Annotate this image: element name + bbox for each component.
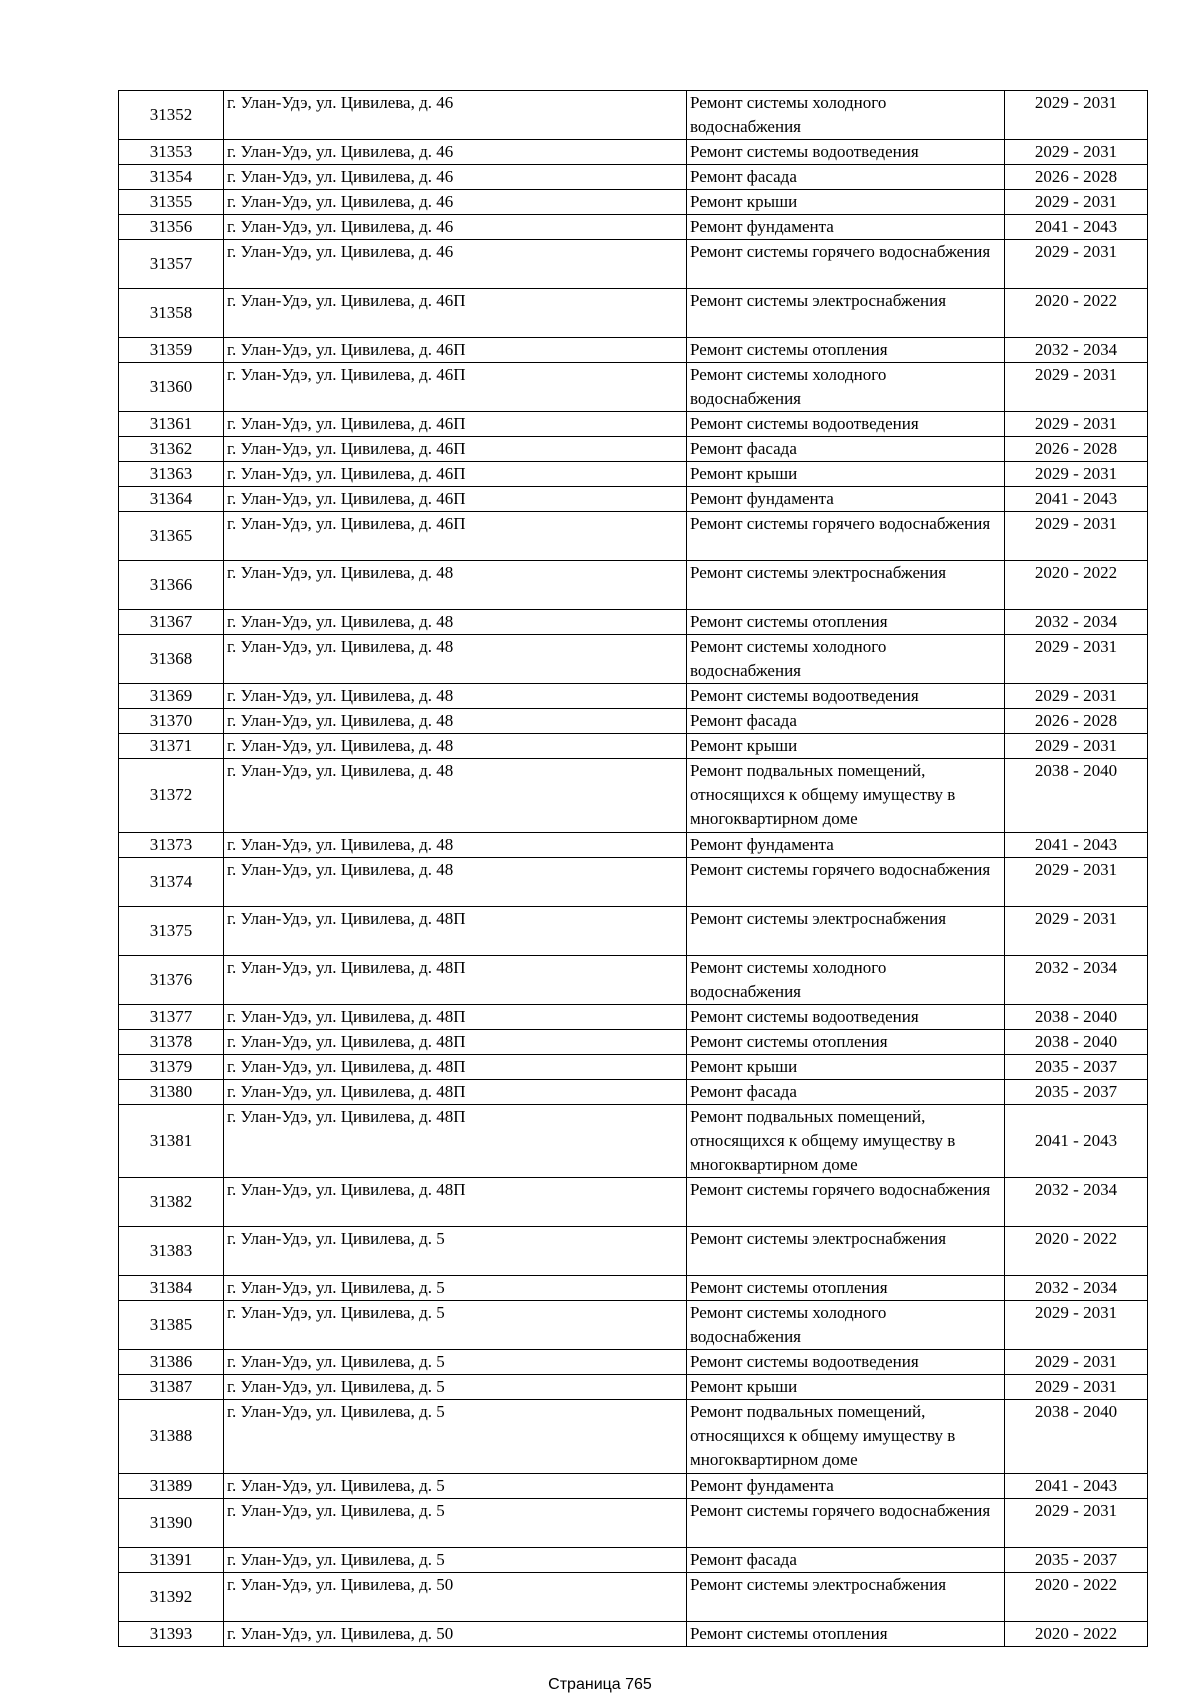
table-row	[119, 857, 1148, 906]
period-cell: 2029 - 2031	[1005, 1375, 1148, 1400]
row-number-cell: 31378	[119, 1029, 224, 1054]
row-number-cell: 31360	[119, 363, 224, 412]
period-cell: 2041 - 2043	[1005, 1473, 1148, 1498]
work-type-cell: Ремонт подвальных помещений, относящихся к общему имуществу в многоквартирном доме	[687, 1104, 1005, 1178]
table-row	[119, 1227, 1148, 1276]
row-number-cell: 31384	[119, 1276, 224, 1301]
period-cell: 2035 - 2037	[1005, 1079, 1148, 1104]
row-number-cell: 31370	[119, 709, 224, 734]
work-type-cell: Ремонт системы отопления	[687, 610, 1005, 635]
row-number-cell: 31391	[119, 1547, 224, 1572]
address-cell: г. Улан-Удэ, ул. Цивилева, д. 48	[224, 857, 687, 906]
row-number-cell: 31392	[119, 1572, 224, 1621]
work-type-cell: Ремонт системы отопления	[687, 1621, 1005, 1646]
table-row	[119, 190, 1148, 215]
work-type-cell: Ремонт системы электроснабжения	[687, 561, 1005, 610]
row-number-cell: 31365	[119, 512, 224, 561]
row-number-cell: 31390	[119, 1498, 224, 1547]
table-row	[119, 165, 1148, 190]
row-number-cell: 31381	[119, 1104, 224, 1178]
table-row	[119, 1079, 1148, 1104]
work-type-cell: Ремонт фундамента	[687, 1473, 1005, 1498]
work-type-cell: Ремонт системы водоотведения	[687, 684, 1005, 709]
work-type-cell: Ремонт фундамента	[687, 487, 1005, 512]
work-type-cell: Ремонт системы водоотведения	[687, 1350, 1005, 1375]
table-row	[119, 91, 1148, 140]
work-type-cell: Ремонт крыши	[687, 462, 1005, 487]
address-cell: г. Улан-Удэ, ул. Цивилева, д. 48	[224, 832, 687, 857]
row-number-cell: 31362	[119, 437, 224, 462]
address-cell: г. Улан-Удэ, ул. Цивилева, д. 48П	[224, 1178, 687, 1227]
row-number-cell: 31358	[119, 289, 224, 338]
table-row	[119, 734, 1148, 759]
work-type-cell: Ремонт крыши	[687, 1054, 1005, 1079]
address-cell: г. Улан-Удэ, ул. Цивилева, д. 46	[224, 91, 687, 140]
address-cell: г. Улан-Удэ, ул. Цивилева, д. 5	[224, 1350, 687, 1375]
table-row	[119, 462, 1148, 487]
period-cell: 2029 - 2031	[1005, 734, 1148, 759]
row-number-cell: 31359	[119, 338, 224, 363]
period-cell: 2026 - 2028	[1005, 165, 1148, 190]
period-cell: 2020 - 2022	[1005, 289, 1148, 338]
work-type-cell: Ремонт фундамента	[687, 215, 1005, 240]
table-row	[119, 635, 1148, 684]
address-cell: г. Улан-Удэ, ул. Цивилева, д. 48П	[224, 955, 687, 1004]
table-row	[119, 487, 1148, 512]
row-number-cell: 31357	[119, 240, 224, 289]
table-row	[119, 1004, 1148, 1029]
row-number-cell: 31368	[119, 635, 224, 684]
period-cell: 2029 - 2031	[1005, 363, 1148, 412]
period-cell: 2032 - 2034	[1005, 1276, 1148, 1301]
address-cell: г. Улан-Удэ, ул. Цивилева, д. 5	[224, 1375, 687, 1400]
address-cell: г. Улан-Удэ, ул. Цивилева, д. 5	[224, 1276, 687, 1301]
period-cell: 2041 - 2043	[1005, 487, 1148, 512]
address-cell: г. Улан-Удэ, ул. Цивилева, д. 46П	[224, 462, 687, 487]
work-type-cell: Ремонт фасада	[687, 165, 1005, 190]
period-cell: 2020 - 2022	[1005, 1572, 1148, 1621]
work-type-cell: Ремонт системы холодного водоснабжения	[687, 91, 1005, 140]
table-row	[119, 1621, 1148, 1646]
period-cell: 2029 - 2031	[1005, 857, 1148, 906]
address-cell: г. Улан-Удэ, ул. Цивилева, д. 48П	[224, 1104, 687, 1178]
period-cell: 2029 - 2031	[1005, 906, 1148, 955]
address-cell: г. Улан-Удэ, ул. Цивилева, д. 50	[224, 1621, 687, 1646]
address-cell: г. Улан-Удэ, ул. Цивилева, д. 5	[224, 1227, 687, 1276]
period-cell: 2029 - 2031	[1005, 635, 1148, 684]
address-cell: г. Улан-Удэ, ул. Цивилева, д. 46	[224, 190, 687, 215]
row-number-cell: 31366	[119, 561, 224, 610]
address-cell: г. Улан-Удэ, ул. Цивилева, д. 46П	[224, 412, 687, 437]
address-cell: г. Улан-Удэ, ул. Цивилева, д. 48	[224, 684, 687, 709]
address-cell: г. Улан-Удэ, ул. Цивилева, д. 5	[224, 1473, 687, 1498]
row-number-cell: 31382	[119, 1178, 224, 1227]
period-cell: 2038 - 2040	[1005, 1400, 1148, 1474]
address-cell: г. Улан-Удэ, ул. Цивилева, д. 48	[224, 759, 687, 833]
period-cell: 2038 - 2040	[1005, 1029, 1148, 1054]
period-cell: 2038 - 2040	[1005, 1004, 1148, 1029]
address-cell: г. Улан-Удэ, ул. Цивилева, д. 48	[224, 635, 687, 684]
work-type-cell: Ремонт системы горячего водоснабжения	[687, 1498, 1005, 1547]
address-cell: г. Улан-Удэ, ул. Цивилева, д. 48П	[224, 1004, 687, 1029]
work-type-cell: Ремонт системы холодного водоснабжения	[687, 955, 1005, 1004]
table-row	[119, 512, 1148, 561]
table-row	[119, 1375, 1148, 1400]
table-row	[119, 684, 1148, 709]
period-cell: 2026 - 2028	[1005, 437, 1148, 462]
period-cell: 2029 - 2031	[1005, 140, 1148, 165]
work-type-cell: Ремонт фасада	[687, 1547, 1005, 1572]
work-type-cell: Ремонт крыши	[687, 734, 1005, 759]
address-cell: г. Улан-Удэ, ул. Цивилева, д. 48	[224, 561, 687, 610]
table-row	[119, 759, 1148, 833]
address-cell: г. Улан-Удэ, ул. Цивилева, д. 46	[224, 140, 687, 165]
row-number-cell: 31354	[119, 165, 224, 190]
period-cell: 2029 - 2031	[1005, 412, 1148, 437]
table-row	[119, 1498, 1148, 1547]
work-type-cell: Ремонт крыши	[687, 1375, 1005, 1400]
row-number-cell: 31380	[119, 1079, 224, 1104]
table-row	[119, 215, 1148, 240]
row-number-cell: 31353	[119, 140, 224, 165]
row-number-cell: 31387	[119, 1375, 224, 1400]
table-row	[119, 1276, 1148, 1301]
period-cell: 2029 - 2031	[1005, 190, 1148, 215]
period-cell: 2041 - 2043	[1005, 832, 1148, 857]
table-row	[119, 1104, 1148, 1178]
table-row	[119, 1301, 1148, 1350]
address-cell: г. Улан-Удэ, ул. Цивилева, д. 5	[224, 1498, 687, 1547]
address-cell: г. Улан-Удэ, ул. Цивилева, д. 48	[224, 610, 687, 635]
work-type-cell: Ремонт системы горячего водоснабжения	[687, 1178, 1005, 1227]
row-number-cell: 31376	[119, 955, 224, 1004]
row-number-cell: 31352	[119, 91, 224, 140]
address-cell: г. Улан-Удэ, ул. Цивилева, д. 5	[224, 1547, 687, 1572]
table-row	[119, 1178, 1148, 1227]
period-cell: 2035 - 2037	[1005, 1547, 1148, 1572]
table-row	[119, 1473, 1148, 1498]
row-number-cell: 31375	[119, 906, 224, 955]
address-cell: г. Улан-Удэ, ул. Цивилева, д. 48	[224, 709, 687, 734]
address-cell: г. Улан-Удэ, ул. Цивилева, д. 46	[224, 165, 687, 190]
work-type-cell: Ремонт системы электроснабжения	[687, 1572, 1005, 1621]
table-row	[119, 1400, 1148, 1474]
work-type-cell: Ремонт фундамента	[687, 832, 1005, 857]
address-cell: г. Улан-Удэ, ул. Цивилева, д. 48	[224, 734, 687, 759]
address-cell: г. Улан-Удэ, ул. Цивилева, д. 46П	[224, 289, 687, 338]
row-number-cell: 31372	[119, 759, 224, 833]
row-number-cell: 31379	[119, 1054, 224, 1079]
table-row	[119, 832, 1148, 857]
period-cell: 2020 - 2022	[1005, 1227, 1148, 1276]
address-cell: г. Улан-Удэ, ул. Цивилева, д. 46П	[224, 437, 687, 462]
address-cell: г. Улан-Удэ, ул. Цивилева, д. 46	[224, 240, 687, 289]
table-row	[119, 1350, 1148, 1375]
work-type-cell: Ремонт системы электроснабжения	[687, 906, 1005, 955]
address-cell: г. Улан-Удэ, ул. Цивилева, д. 48П	[224, 1029, 687, 1054]
table-row	[119, 561, 1148, 610]
row-number-cell: 31369	[119, 684, 224, 709]
table-row	[119, 610, 1148, 635]
table-row	[119, 709, 1148, 734]
work-type-cell: Ремонт системы отопления	[687, 1276, 1005, 1301]
row-number-cell: 31386	[119, 1350, 224, 1375]
work-type-cell: Ремонт подвальных помещений, относящихся к общему имуществу в многоквартирном доме	[687, 759, 1005, 833]
row-number-cell: 31361	[119, 412, 224, 437]
row-number-cell: 31377	[119, 1004, 224, 1029]
work-type-cell: Ремонт системы водоотведения	[687, 140, 1005, 165]
address-cell: г. Улан-Удэ, ул. Цивилева, д. 46	[224, 215, 687, 240]
table-row	[119, 140, 1148, 165]
address-cell: г. Улан-Удэ, ул. Цивилева, д. 46П	[224, 487, 687, 512]
work-type-cell: Ремонт системы холодного водоснабжения	[687, 1301, 1005, 1350]
period-cell: 2041 - 2043	[1005, 215, 1148, 240]
address-cell: г. Улан-Удэ, ул. Цивилева, д. 48П	[224, 1054, 687, 1079]
period-cell: 2032 - 2034	[1005, 955, 1148, 1004]
work-type-cell: Ремонт системы горячего водоснабжения	[687, 240, 1005, 289]
address-cell: г. Улан-Удэ, ул. Цивилева, д. 46П	[224, 363, 687, 412]
address-cell: г. Улан-Удэ, ул. Цивилева, д. 5	[224, 1301, 687, 1350]
period-cell: 2029 - 2031	[1005, 1350, 1148, 1375]
work-type-cell: Ремонт системы отопления	[687, 338, 1005, 363]
period-cell: 2032 - 2034	[1005, 610, 1148, 635]
address-cell: г. Улан-Удэ, ул. Цивилева, д. 48П	[224, 906, 687, 955]
address-cell: г. Улан-Удэ, ул. Цивилева, д. 46П	[224, 512, 687, 561]
table-row	[119, 437, 1148, 462]
period-cell: 2029 - 2031	[1005, 462, 1148, 487]
work-type-cell: Ремонт системы горячего водоснабжения	[687, 857, 1005, 906]
period-cell: 2029 - 2031	[1005, 684, 1148, 709]
table-row	[119, 1572, 1148, 1621]
period-cell: 2029 - 2031	[1005, 240, 1148, 289]
table-row	[119, 1054, 1148, 1079]
table-row	[119, 1029, 1148, 1054]
period-cell: 2029 - 2031	[1005, 1498, 1148, 1547]
table-row	[119, 412, 1148, 437]
period-cell: 2026 - 2028	[1005, 709, 1148, 734]
row-number-cell: 31389	[119, 1473, 224, 1498]
period-cell: 2032 - 2034	[1005, 338, 1148, 363]
period-cell: 2041 - 2043	[1005, 1104, 1148, 1178]
table-row	[119, 906, 1148, 955]
table-row	[119, 338, 1148, 363]
row-number-cell: 31363	[119, 462, 224, 487]
table-row	[119, 363, 1148, 412]
page-number: Страница 765	[548, 1676, 652, 1693]
row-number-cell: 31383	[119, 1227, 224, 1276]
work-type-cell: Ремонт системы отопления	[687, 1029, 1005, 1054]
table-row	[119, 955, 1148, 1004]
row-number-cell: 31385	[119, 1301, 224, 1350]
work-type-cell: Ремонт системы горячего водоснабжения	[687, 512, 1005, 561]
row-number-cell: 31371	[119, 734, 224, 759]
work-type-cell: Ремонт фасада	[687, 437, 1005, 462]
row-number-cell: 31356	[119, 215, 224, 240]
work-type-cell: Ремонт крыши	[687, 190, 1005, 215]
row-number-cell: 31364	[119, 487, 224, 512]
period-cell: 2029 - 2031	[1005, 512, 1148, 561]
address-cell: г. Улан-Удэ, ул. Цивилева, д. 48П	[224, 1079, 687, 1104]
row-number-cell: 31374	[119, 857, 224, 906]
address-cell: г. Улан-Удэ, ул. Цивилева, д. 5	[224, 1400, 687, 1474]
period-cell: 2035 - 2037	[1005, 1054, 1148, 1079]
period-cell: 2020 - 2022	[1005, 561, 1148, 610]
table-row	[119, 1547, 1148, 1572]
work-type-cell: Ремонт подвальных помещений, относящихся к общему имуществу в многоквартирном доме	[687, 1400, 1005, 1474]
period-cell: 2032 - 2034	[1005, 1178, 1148, 1227]
work-type-cell: Ремонт системы электроснабжения	[687, 289, 1005, 338]
work-type-cell: Ремонт системы водоотведения	[687, 412, 1005, 437]
row-number-cell: 31373	[119, 832, 224, 857]
work-type-cell: Ремонт системы водоотведения	[687, 1004, 1005, 1029]
row-number-cell: 31388	[119, 1400, 224, 1474]
period-cell: 2029 - 2031	[1005, 1301, 1148, 1350]
table-row	[119, 240, 1148, 289]
row-number-cell: 31367	[119, 610, 224, 635]
work-type-cell: Ремонт системы холодного водоснабжения	[687, 635, 1005, 684]
work-type-cell: Ремонт системы холодного водоснабжения	[687, 363, 1005, 412]
table-body	[119, 91, 1148, 1647]
period-cell: 2038 - 2040	[1005, 759, 1148, 833]
row-number-cell: 31393	[119, 1621, 224, 1646]
work-type-cell: Ремонт фасада	[687, 1079, 1005, 1104]
work-type-cell: Ремонт системы электроснабжения	[687, 1227, 1005, 1276]
period-cell: 2029 - 2031	[1005, 91, 1148, 140]
work-schedule-table	[118, 90, 1148, 1647]
address-cell: г. Улан-Удэ, ул. Цивилева, д. 46П	[224, 338, 687, 363]
table-row	[119, 289, 1148, 338]
row-number-cell: 31355	[119, 190, 224, 215]
work-type-cell: Ремонт фасада	[687, 709, 1005, 734]
period-cell: 2020 - 2022	[1005, 1621, 1148, 1646]
address-cell: г. Улан-Удэ, ул. Цивилева, д. 50	[224, 1572, 687, 1621]
